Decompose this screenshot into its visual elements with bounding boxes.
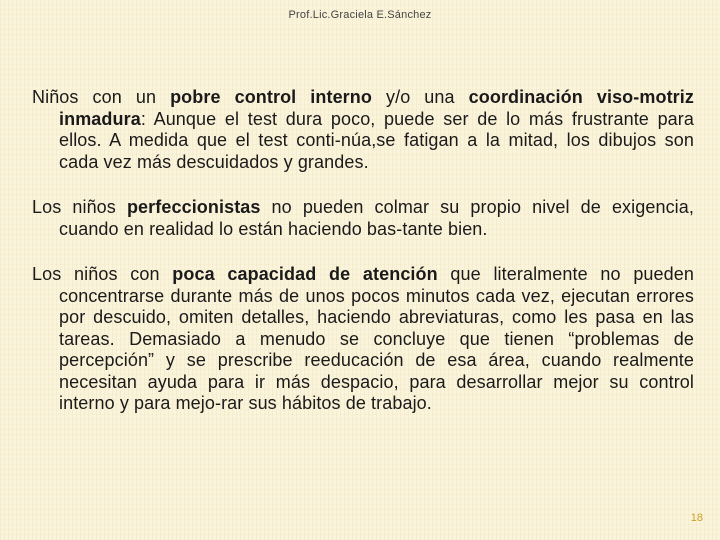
paragraph-perfectionists [32,197,694,240]
emphasis-term: coordinación viso-motriz inmadura [59,87,694,129]
paragraph-text: y/o una [371,87,469,107]
emphasis-term: perfeccionistas [126,197,261,217]
paragraph-attention [32,264,694,415]
slide-body [32,87,694,415]
paragraph-text: Niños con un [32,87,171,107]
paragraph-text: que literalmente no pueden concentrarse durante más de unos pocos minutos cada vez, ejecutan errores por descuido, omiten detalles, haciendo abreviaturas, como les pasa en las tareas. Demasiado a menudo se concluye que tienen “problemas de percepción” y se prescribe reeducación de esa área, cuando realmente necesitan ayuda para ir más despacio, para desarrollar mejor su control interno y para mejo-rar sus hábitos de trabajo. [59,264,694,413]
emphasis-term: pobre control interno [170,87,372,107]
paragraph-text: : Aunque el test dura poco, puede ser de lo más frustrante para ellos. A medida que el test conti-núa,se fatigan a la mitad, los dibujos son cada vez más descuidados y grandes. [59,108,694,172]
paragraph-text: Los niños con [32,264,173,284]
emphasis-term: poca capacidad de atención [172,264,438,284]
author-header: Prof.Lic.Graciela E.Sánchez [288,9,432,21]
page-number: 18 [690,512,703,524]
paragraph-text: no pueden colmar su propio nivel de exigencia, cuando en realidad lo están haciendo bas-tante bien. [59,197,694,239]
paragraph-poor-control [32,87,694,173]
paragraph-text: Los niños [32,197,127,217]
